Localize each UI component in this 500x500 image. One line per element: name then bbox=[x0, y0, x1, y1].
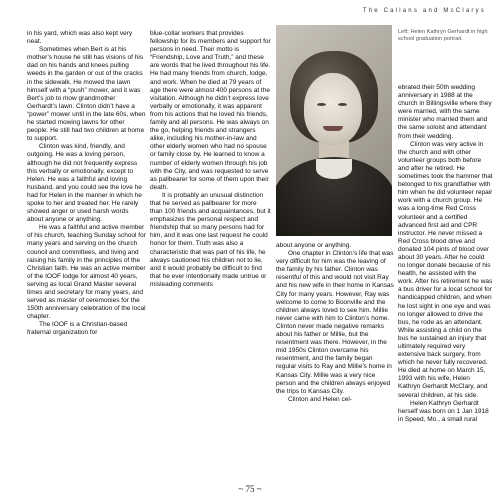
photo-collar bbox=[316, 159, 352, 179]
photo-mouth bbox=[323, 126, 343, 131]
paragraph: He was a faithful and active member of his church, teaching Sunday school for many years and serving on the church council and committees, and living and raising his family in the principles of the Christian faith. He was an active member of the IOOF lodge for almost 40 years, serving as local Grand Master several times and secretary for many years, and served as master of ceremonies for the 150th anniversary celebration of the local chapter. bbox=[27, 224, 146, 321]
running-header: The Callans and McClarys bbox=[362, 8, 486, 14]
paragraph: Helen Kathryn Gerhardt herself was born on 1 Jan 1918 in Speed, Mo., a small rural bbox=[398, 399, 489, 423]
portrait-photo bbox=[276, 25, 392, 236]
paragraph: The IOOF is a Christian-based fraternal organization for bbox=[27, 321, 128, 337]
paragraph: Clinton and Helen cel- bbox=[288, 395, 352, 403]
text-column-2 bbox=[150, 30, 271, 289]
paragraph: about anyone or anything. bbox=[276, 242, 352, 249]
text-column-4 bbox=[398, 84, 493, 424]
paragraph: Clinton was very active in the church and with other volunteer groups both before and after he retired. He sometimes took the hammer that belonged to his grandfather with him when he did volunteer repair work with a church group. He was a long-time Red Cross volunteer and a certified advanced first aid and CPR instructor. He never missed a Red Cross blood drive and donated 104 pints of blood over about 30 years. After he could no longer donate because of his health, he assisted with the work. After his retirement he was a bus driver for a local school for handicapped children, and when he lost sight in one eye and was no longer allowed to drive the bus, he rode as an attendant. While assisting a child on the bus he sustained an injury that ultimately required very extensive back surgery, from which he never fully recovered. He died at home on March 15, 1993 with his wife, Helen Kathryn Gerhardt McClary, and several children, at his side. bbox=[398, 140, 493, 399]
paragraph: ebrated their 50th wedding anniversary in 1988 at the church in Billingsville where they were married, with the same minister who married them and the same soloist and attendant from their wedding. bbox=[398, 84, 492, 140]
photo-face bbox=[304, 73, 362, 145]
text-column-1 bbox=[27, 30, 146, 338]
page-number: ~ 75 ~ bbox=[238, 484, 262, 494]
paragraph: in his yard, which was also kept very neat. bbox=[27, 30, 133, 46]
text-column-3 bbox=[276, 242, 394, 404]
paragraph: One chapter in Clinton’s life that was very difficult for him was the leaving of the family by his father. Clinton was resentful of this and would not visit Ray and his new wife in their home in Kansas City for many years. However, Ray was welcome to come to Boonville and the children always loved to see him. Millie never came with him to Clinton’s home. Clinton never made negative remarks about his father or Millie, but the resentment was there. However, in the mid 1950s Clinton overcame his resentment, and the family began regular visits to Ray and Millie’s home in Kansas City. Millie was a very nice person and the children always enjoyed the trips to Kansas City. bbox=[276, 250, 394, 395]
paragraph: It is probably an unusual distinction that he served as pallbearer for more than 100 friends and acquaintances, but it emphasizes the personal respect and friendship that so many persons had for him, and it was one last request he could honor for them. Truth was also a characteristic that was part of his life, he always cautioned his children not to lie, and it would probably be difficult to find that he ever intentionally made untrue or misleading comments bbox=[150, 191, 271, 288]
paragraph: blue-collar workers that provides fellowship for its members and support for persons in need. Their motto is “Friendship, Love and Truth,” and these are words that he lived throughout his life. He had many friends from church, lodge, and work. When he died at 79 years of age there were almost 400 persons at the visitation. Although he didn’t express love verbally or emotionally, it was apparent from his actions that he loved his friends, family and all persons. He was always on the go, helping friends and strangers alike, including his mother-in-law and other elderly women who had no spouse or family close by. He learned to know a number of elderly women through his job with the City, and was requested to serve as pallbearer for some of them upon their death. bbox=[150, 30, 271, 191]
paragraph: Sometimes when Bert is at his mother’s house he still has visions of his dad on his hands and knees pulling weeds in the garden or out of the cracks in the sidewalk. He mowed the lawn himself with a “push” mower, and it was Bert’s job to mow grandmother Gerhardt’s lawn. Clinton didn’t have a “power” mower until in the late 60s, when he started mowing lawns for other people. He still had two children at home to support. bbox=[27, 46, 146, 143]
photo-caption: Left: Helen Kathryn Gerhardt in high school graduation portrait. bbox=[398, 29, 488, 42]
photo-eye bbox=[338, 103, 347, 106]
photo-eye bbox=[317, 103, 326, 106]
paragraph: Clinton was kind, friendly, and outgoing. He was a loving person, although he did not frequently express this verbally or emotionally, except to Helen. He was a faithful and loving husband, and you could see the love he had for Helen in the manner in which he spoke to her and treated her. He rarely showed anger or used harsh words about anyone or anything. bbox=[27, 143, 142, 224]
